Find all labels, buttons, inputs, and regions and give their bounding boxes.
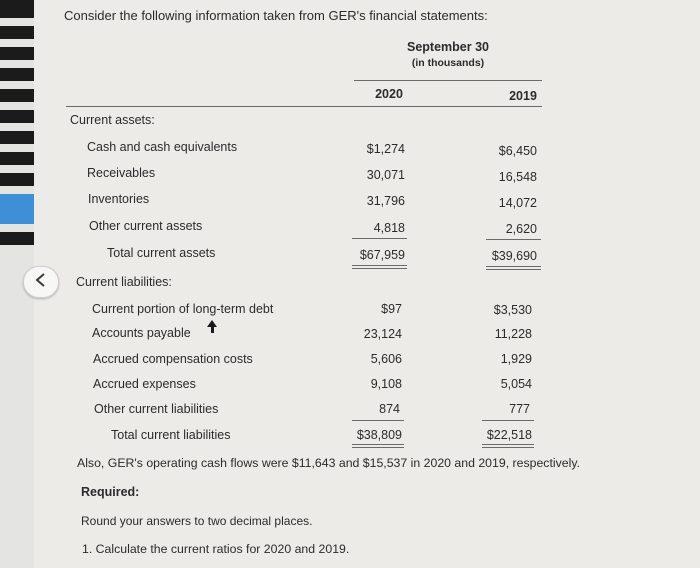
back-button[interactable] (23, 266, 59, 298)
header-rule (354, 80, 542, 81)
required-label: Required: (81, 485, 140, 499)
row-label: Inventories (88, 192, 150, 206)
subtotal-rule-2019 (482, 420, 534, 421)
value-2019: $3,530 (493, 303, 532, 317)
value-2019: 5,054 (500, 377, 532, 391)
row-label: Accounts payable (92, 326, 191, 340)
subtotal-rule-2020 (352, 420, 404, 421)
value-2020: 5,606 (370, 352, 402, 366)
value-2019: 16,548 (498, 170, 537, 184)
row-label: Accrued expenses (93, 377, 196, 391)
cursor-arrow-icon (207, 320, 219, 341)
total-current-liabilities-2019: $22,518 (486, 428, 532, 442)
total-current-assets-label: Total current assets (107, 246, 216, 260)
value-2019: 11,228 (494, 327, 532, 341)
value-2019: 14,072 (498, 196, 537, 210)
value-2020: 4,818 (373, 221, 405, 235)
row-label: Receivables (87, 166, 156, 180)
chevron-left-icon (34, 272, 48, 293)
row-label: Other current liabilities (94, 402, 219, 416)
rounding-note: Round your answers to two decimal places. (81, 514, 313, 528)
value-2020: 31,796 (366, 194, 405, 208)
value-2020: 23,124 (363, 327, 402, 341)
value-2019: 1,929 (500, 352, 532, 366)
current-assets-heading: Current assets: (70, 113, 155, 127)
value-2020: 9,108 (370, 377, 402, 391)
col-2019-header: 2019 (509, 89, 537, 103)
value-2020: $1,274 (366, 142, 405, 156)
value-2019: 2,620 (505, 222, 537, 236)
total-current-assets-2020: $67,959 (359, 248, 405, 262)
total-current-liabilities-2020: $38,809 (356, 428, 402, 442)
row-label: Cash and cash equivalents (87, 140, 238, 154)
row-label: Current portion of long-term debt (92, 302, 274, 316)
row-label: Other current assets (89, 219, 203, 233)
value-2020: 874 (379, 402, 400, 416)
total-current-assets-2019: $39,690 (491, 249, 537, 263)
table-top-rule (66, 106, 542, 107)
value-2019: 777 (509, 402, 530, 416)
intro-text: Consider the following information taken from GER's financial statements: (64, 8, 488, 23)
value-2020: $97 (381, 302, 402, 316)
row-label: Accrued compensation costs (93, 352, 253, 366)
total-current-liabilities-label: Total current liabilities (111, 428, 231, 442)
subtotal-rule-2019 (486, 239, 541, 240)
period-header: September 30 (407, 40, 489, 54)
cash-flow-note: Also, GER's operating cash flows were $11,643 and $15,537 in 2020 and 2019, respectively. (77, 456, 580, 470)
value-2020: 30,071 (366, 168, 405, 182)
col-2020-header: 2020 (375, 87, 403, 101)
question-1: 1. Calculate the current ratios for 2020 and 2019. (82, 542, 350, 556)
total-double-rule-2020 (352, 444, 404, 448)
total-double-rule-2019 (486, 266, 541, 270)
value-2019: $6,450 (498, 144, 537, 158)
units-header: (in thousands) (411, 57, 485, 69)
total-double-rule-2020 (352, 265, 407, 269)
subtotal-rule-2020 (352, 238, 407, 239)
current-liabilities-heading: Current liabilities: (76, 275, 172, 289)
total-double-rule-2019 (482, 444, 534, 448)
